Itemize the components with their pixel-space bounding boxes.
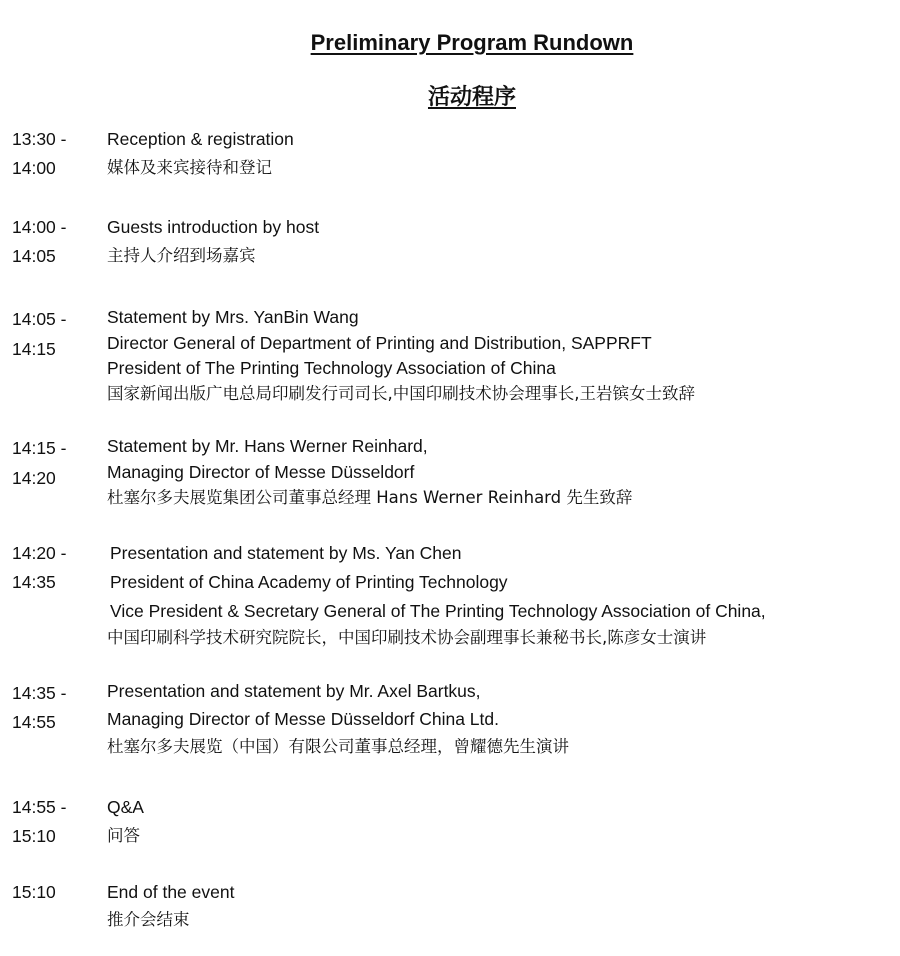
item-description-cn: 主持人介绍到场嘉宾 — [107, 246, 256, 265]
item-description-cn: 媒体及来宾接待和登记 — [107, 158, 272, 177]
item-description-cn: 推介会结束 — [107, 910, 190, 929]
time-end: 15:10 — [12, 826, 56, 846]
item-description: End of the event — [107, 882, 235, 902]
item-description: President of The Printing Technology Association of China — [107, 358, 556, 378]
page-title: Preliminary Program Rundown — [310, 30, 634, 55]
time-start: 14:55 - — [12, 797, 67, 817]
time-end: 14:05 — [12, 246, 56, 266]
item-description: Managing Director of Messe Düsseldorf China Ltd. — [107, 709, 499, 729]
time-end: 14:00 — [12, 158, 56, 178]
item-description-cn: 杜塞尔多夫展览集团公司董事总经理 Hans Werner Reinhard 先生致辞 — [107, 488, 633, 507]
time-end: 14:20 — [12, 468, 56, 488]
item-description-cn: 国家新闻出版广电总局印刷发行司司长,中国印刷技术协会理事长,王岩镔女士致辞 — [107, 384, 695, 403]
time-start: 13:30 - — [12, 129, 67, 149]
item-description: Presentation and statement by Ms. Yan Chen — [110, 543, 462, 563]
item-description: Q&A — [107, 797, 144, 817]
item-description: Presentation and statement by Mr. Axel Bartkus, — [107, 681, 481, 701]
item-description: Guests introduction by host — [107, 217, 320, 237]
time-start: 15:10 — [12, 882, 56, 902]
item-description: Vice President & Secretary General of The Printing Technology Association of China, — [110, 601, 766, 621]
item-description: Managing Director of Messe Düsseldorf — [107, 462, 415, 482]
time-start: 14:35 - — [12, 683, 67, 703]
item-description: Director General of Department of Printing and Distribution, SAPPRFT — [107, 333, 652, 353]
item-description-cn: 问答 — [107, 826, 140, 845]
time-start: 14:05 - — [12, 309, 67, 329]
time-start: 14:15 - — [12, 438, 67, 458]
time-start: 14:00 - — [12, 217, 67, 237]
time-end: 14:35 — [12, 572, 56, 592]
time-end: 14:15 — [12, 339, 56, 359]
time-end: 14:55 — [12, 712, 56, 732]
item-description: Statement by Mrs. YanBin Wang — [107, 307, 359, 327]
time-start: 14:20 - — [12, 543, 67, 563]
item-description: President of China Academy of Printing Technology — [110, 572, 508, 592]
item-description-cn: 杜塞尔多夫展览（中国）有限公司董事总经理，曾耀德先生演讲 — [107, 737, 569, 756]
item-description-cn: 中国印刷科学技术研究院院长，中国印刷技术协会副理事长兼秘书长,陈彦女士演讲 — [107, 628, 707, 647]
item-description: Reception & registration — [107, 129, 294, 149]
page-subtitle: 活动程序 — [427, 85, 516, 110]
item-description: Statement by Mr. Hans Werner Reinhard, — [107, 436, 428, 456]
